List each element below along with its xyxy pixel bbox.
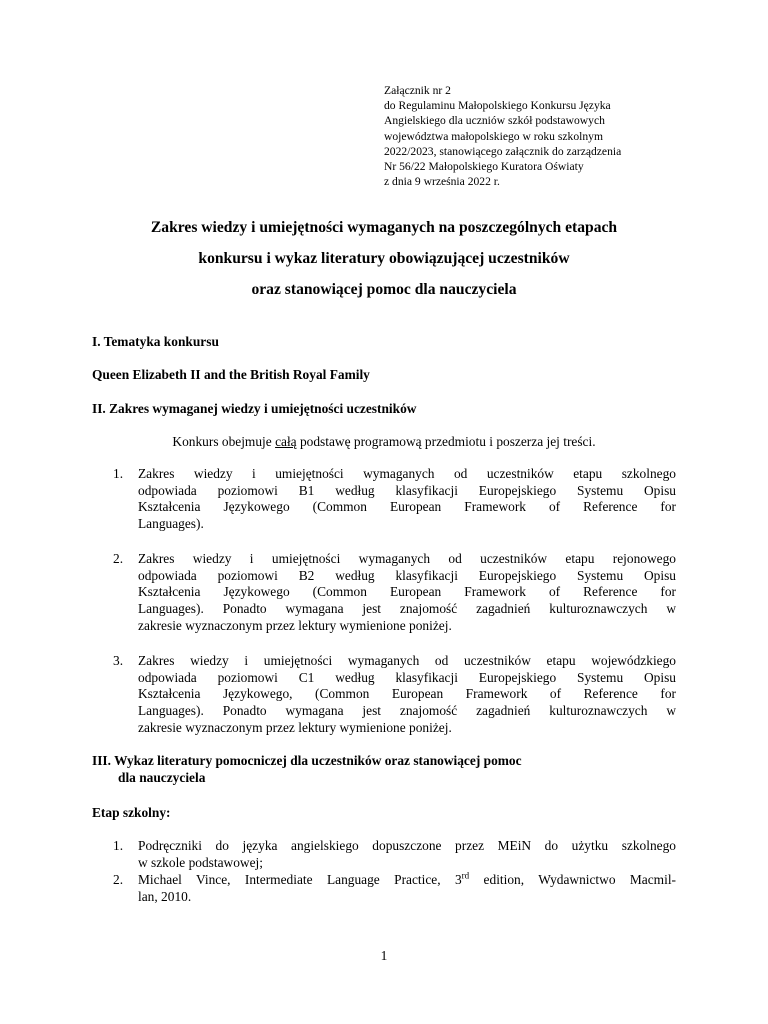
requirement-item xyxy=(113,653,676,737)
item-line: Kształcenia Językowego (Common European Framework of Reference for xyxy=(138,584,676,600)
item-line: Zakres wiedzy i umiejętności wymaganych od uczestników etapu rejonowego xyxy=(138,551,676,566)
ordinal-superscript: rd xyxy=(461,870,470,881)
item-line xyxy=(138,872,676,889)
intro-underlined-word: całą xyxy=(275,434,297,449)
item-number: 1. xyxy=(113,466,124,481)
item-line: w szkole podstawowej; xyxy=(138,854,263,870)
item-text: Michael Vince, Intermediate Language Practice, 3 xyxy=(138,872,462,887)
item-line: Languages). xyxy=(138,516,204,532)
item-line: odpowiada poziomowi C1 według klasyfikacji Europejskiego Systemu Opisu xyxy=(138,669,676,685)
title-line: konkursu i wykaz literatury obowiązującej uczestników xyxy=(198,250,570,267)
annex-line: Załącznik nr 2 xyxy=(384,84,451,97)
item-text: edition, Wydawnictwo Macmil- xyxy=(469,872,677,887)
requirement-item xyxy=(113,466,676,533)
item-line: odpowiada poziomowi B1 według klasyfikacji Europejskiego Systemu Opisu xyxy=(138,482,676,498)
competition-topic: Queen Elizabeth II and the British Royal Family xyxy=(92,367,370,382)
intro-text: podstawę programową przedmiotu i poszerza jej treści. xyxy=(296,434,596,449)
annex-line: do Regulaminu Małopolskiego Konkursu Języka xyxy=(384,99,611,113)
item-line: Kształcenia Językowego (Common European Framework of Reference for xyxy=(138,499,676,515)
annex-line: Nr 56/22 Małopolskiego Kuratora Oświaty xyxy=(384,160,584,174)
section-1-heading: I. Tematyka konkursu xyxy=(92,334,219,349)
requirement-item xyxy=(113,551,676,635)
intro-text: Konkurs obejmuje xyxy=(172,434,276,449)
document-title xyxy=(0,212,768,305)
section-3-heading: III. Wykaz literatury pomocniczej dla uczestników oraz stanowiącej pomoc xyxy=(92,753,522,768)
item-line: Kształcenia Językowego, (Common European Framework of Reference for xyxy=(138,686,676,702)
item-number: 1. xyxy=(113,838,124,853)
literature-item xyxy=(113,872,676,905)
annex-line: z dnia 9 września 2022 r. xyxy=(384,175,500,189)
item-line: Languages). Ponadto wymagana jest znajomość zagadnień kulturoznawczych w xyxy=(138,601,676,617)
item-line: Languages). Ponadto wymagana jest znajomość zagadnień kulturoznawczych w xyxy=(138,703,676,719)
item-number: 3. xyxy=(113,653,124,668)
stage-heading: Etap szkolny: xyxy=(92,805,171,820)
item-line: zakresie wyznaczonym przez lektury wymienione poniżej. xyxy=(138,719,452,735)
section-2-intro xyxy=(0,433,768,451)
annex-line: 2022/2023, stanowiącego załącznik do zarządzenia xyxy=(384,144,622,158)
page-number: 1 xyxy=(380,948,388,963)
item-line: Zakres wiedzy i umiejętności wymaganych od uczestników etapu szkolnego xyxy=(138,466,676,481)
item-line: lan, 2010. xyxy=(138,888,192,904)
annex-line: województwa małopolskiego w roku szkolnym xyxy=(384,129,603,143)
item-line: Podręczniki do języka angielskiego dopuszczone przez MEiN do użytku szkolnego xyxy=(138,838,676,853)
item-line: zakresie wyznaczonym przez lektury wymienione poniżej. xyxy=(138,617,452,633)
annex-note xyxy=(384,83,684,189)
literature-item xyxy=(113,838,676,871)
item-line: odpowiada poziomowi B2 według klasyfikacji Europejskiego Systemu Opisu xyxy=(138,567,676,583)
title-line: Zakres wiedzy i umiejętności wymaganych na poszczególnych etapach xyxy=(150,219,618,236)
annex-line: Angielskiego dla uczniów szkół podstawowych xyxy=(384,114,605,128)
item-line: Zakres wiedzy i umiejętności wymaganych od uczestników etapu wojewódzkiego xyxy=(138,653,676,668)
item-number: 2. xyxy=(113,872,124,887)
title-line: oraz stanowiącej pomoc dla nauczyciela xyxy=(251,281,517,298)
section-2-heading: II. Zakres wymaganej wiedzy i umiejętności uczestników xyxy=(92,401,417,416)
item-number: 2. xyxy=(113,551,124,566)
section-3-heading-continued: dla nauczyciela xyxy=(118,770,206,785)
